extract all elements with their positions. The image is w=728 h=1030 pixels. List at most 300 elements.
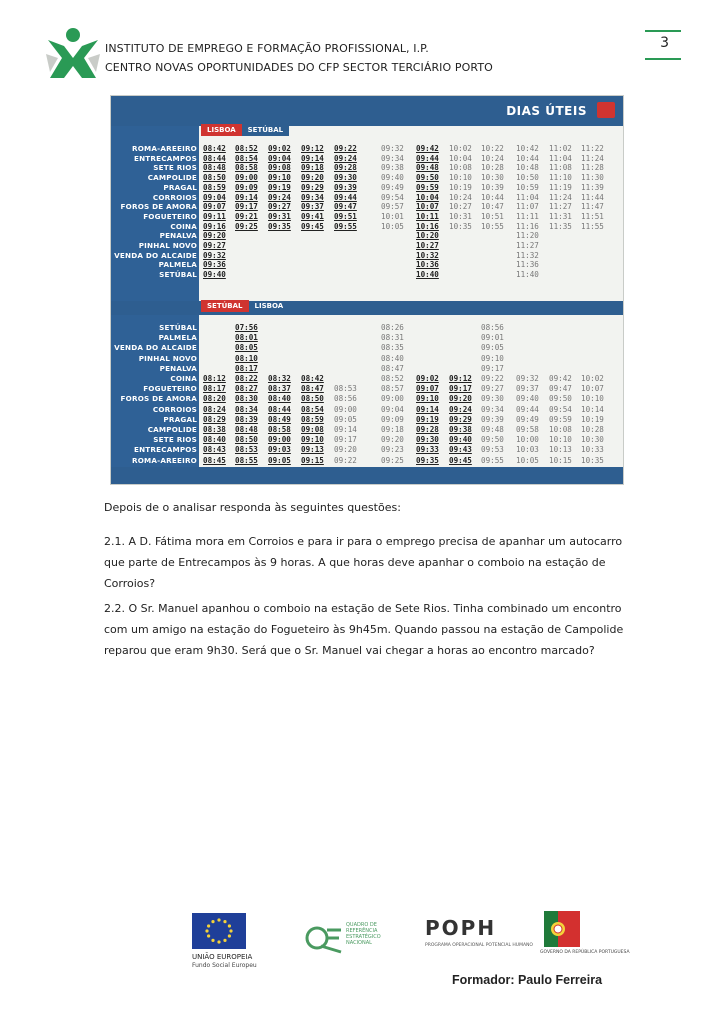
section2-departure-time: 09:17 [481, 363, 504, 373]
section1-departure-time: 09:40 [381, 173, 404, 183]
section1-departure-time: 09:14 [301, 153, 324, 163]
section2-station-label: FOROS DE AMORA [120, 394, 197, 404]
section2-departure-time: 09:03 [268, 445, 291, 455]
section1-departure-time: 09:11 [203, 211, 226, 221]
section2-departure-time: 08:35 [381, 343, 404, 353]
section1-departure-time: 09:09 [235, 182, 258, 192]
section1-departure-time: 09:29 [301, 182, 324, 192]
section1-departure-time: 11:02 [549, 144, 572, 153]
section1-departure-time: 09:32 [381, 144, 404, 153]
section1-departure-time: 10:01 [381, 211, 404, 221]
section2-departure-time: 08:38 [203, 425, 226, 434]
section1-departure-time: 11:31 [549, 211, 572, 221]
section1-from: LISBOA [201, 124, 242, 136]
section2-departure-time: 09:28 [416, 425, 439, 434]
section2-station-label: PINHAL NOVO [138, 353, 197, 363]
section2-departure-time: 08:47 [301, 384, 324, 394]
section2-departure-time: 10:00 [516, 435, 539, 445]
section2-departure-time: 08:59 [301, 414, 324, 424]
section1-departure-time: 09:57 [381, 202, 404, 212]
eu-fund-label: Fundo Social Europeu [192, 962, 257, 969]
section2-departure-time: 08:48 [235, 425, 258, 434]
section2-departure-time: 07:56 [235, 323, 258, 332]
section2-station-label: SETÚBAL [159, 323, 197, 332]
eu-label: UNIÃO EUROPEIA [192, 953, 253, 961]
section2-departure-time: 09:20 [449, 394, 472, 404]
section1-departure-time: 09:55 [334, 221, 357, 231]
section2-departure-time: 08:32 [268, 374, 291, 383]
section1-departure-time: 11:10 [549, 173, 572, 183]
section2-departure-time: 08:40 [381, 353, 404, 363]
section2-departure-time: 08:34 [235, 404, 258, 414]
section1-route [201, 124, 289, 136]
section1-departure-time: 10:11 [416, 211, 439, 221]
section2-departure-time: 10:10 [549, 435, 572, 445]
section1-departure-time: 10:22 [481, 144, 504, 153]
section2-departure-time: 09:32 [516, 374, 539, 383]
section2-departure-time: 08:53 [334, 384, 357, 394]
section1-station-label: SETÚBAL [159, 270, 197, 280]
train-icon [597, 102, 615, 118]
section1-departure-time: 08:48 [203, 163, 226, 173]
section-divider-bar [111, 301, 623, 315]
section2-departure-time: 08:52 [381, 374, 404, 383]
section1-departure-time: 11:27 [549, 202, 572, 212]
section2-departure-time: 09:10 [301, 435, 324, 445]
section1-departure-time: 10:24 [449, 192, 472, 202]
section2-departure-time: 09:48 [481, 425, 504, 434]
section2-departure-time: 10:13 [549, 445, 572, 455]
section2-departure-time: 08:55 [235, 455, 258, 465]
section2-departure-time: 08:27 [235, 384, 258, 394]
timetable-footer-bar [111, 467, 623, 484]
section1-departure-time: 11:24 [549, 192, 572, 202]
section2-departure-time: 09:08 [301, 425, 324, 434]
section1-departure-time: 09:42 [416, 144, 439, 153]
section2-departure-time: 08:31 [381, 333, 404, 343]
section2-departure-time: 09:50 [549, 394, 572, 404]
section2-departure-time: 09:47 [549, 384, 572, 394]
section1-departure-time: 10:02 [449, 144, 472, 153]
section1-departure-time: 11:16 [516, 221, 539, 231]
section1-departure-time: 09:49 [381, 182, 404, 192]
section2-departure-time: 09:17 [334, 435, 357, 445]
section2-departure-time: 10:19 [581, 414, 604, 424]
section1-to: SETÚBAL [242, 124, 290, 136]
section2-departure-time: 08:50 [235, 435, 258, 445]
section2-departure-time: 08:29 [203, 414, 226, 424]
section1-departure-time: 09:34 [301, 192, 324, 202]
section1-departure-time: 09:19 [268, 182, 291, 192]
section2-departure-time: 09:24 [449, 404, 472, 414]
section1-departure-time: 09:16 [203, 221, 226, 231]
question-2-2: 2.2. O Sr. Manuel apanhou o comboio na estação de Sete Rios. Tinha combinado um encontro com um amigo na estação do Fogueteiro às 9h45m. Quando passou na estação de Campolide reparou que eram 9h30. Será que o Sr. Manuel vai chegar a horas ao encontro marcado? [104, 602, 624, 657]
section1-departure-time: 09:41 [301, 211, 324, 221]
section1-departure-time: 08:50 [203, 173, 226, 183]
section2-departure-time: 08:37 [268, 384, 291, 394]
section2-departure-time: 09:44 [516, 404, 539, 414]
section1-departure-time: 09:24 [268, 192, 291, 202]
section2-departure-time: 08:54 [301, 404, 324, 414]
iefp-logo-icon [44, 24, 102, 80]
section1-station-label: PENALVA [159, 231, 197, 241]
section2-departure-time: 09:43 [449, 445, 472, 455]
section1-departure-time: 09:02 [268, 144, 291, 153]
section1-departure-time: 10:51 [481, 211, 504, 221]
section2-departure-time: 10:02 [581, 374, 604, 383]
section2-departure-time: 09:53 [481, 445, 504, 455]
section1-departure-time: 09:04 [268, 153, 291, 163]
section1-departure-time: 09:36 [203, 260, 226, 270]
section2-departure-time: 09:37 [516, 384, 539, 394]
section2-departure-time: 08:10 [235, 353, 258, 363]
section2-departure-time: 09:20 [381, 435, 404, 445]
section2-departure-time: 08:40 [203, 435, 226, 445]
section1-departure-time: 09:54 [381, 192, 404, 202]
section1-departure-time: 11:35 [549, 221, 572, 231]
section1-departure-time: 09:48 [416, 163, 439, 173]
section2-departure-time: 09:15 [301, 455, 324, 465]
section2-station-label: VENDA DO ALCAIDE [114, 343, 197, 353]
section2-departure-time: 08:17 [203, 384, 226, 394]
section2-departure-time: 09:59 [549, 414, 572, 424]
section2-departure-time: 09:50 [481, 435, 504, 445]
section1-departure-time: 09:27 [268, 202, 291, 212]
section1-departure-time: 09:34 [381, 153, 404, 163]
section2-departure-time: 10:10 [581, 394, 604, 404]
qren-logo-icon [305, 922, 343, 954]
section1-departure-time: 09:18 [301, 163, 324, 173]
section1-departure-time: 11:11 [516, 211, 539, 221]
section1-departure-time: 09:10 [268, 173, 291, 183]
section1-departure-time: 09:21 [235, 211, 258, 221]
section1-departure-time: 11:27 [516, 241, 539, 250]
section1-departure-time: 09:30 [334, 173, 357, 183]
section2-departure-time: 08:39 [235, 414, 258, 424]
section2-departure-time: 09:05 [334, 414, 357, 424]
section2-station-label: PRAGAL [163, 414, 197, 424]
section2-departure-time: 08:56 [481, 323, 504, 332]
section2-departure-time: 09:29 [449, 414, 472, 424]
section1-departure-time: 10:28 [481, 163, 504, 173]
section2-departure-time: 10:08 [549, 425, 572, 434]
section2-departure-time: 09:17 [449, 384, 472, 394]
section1-departure-time: 09:38 [381, 163, 404, 173]
section2-departure-time: 09:02 [416, 374, 439, 383]
section2-station-label: PENALVA [159, 363, 197, 373]
section1-departure-time: 11:40 [516, 270, 539, 280]
section2-route [201, 300, 289, 312]
section1-departure-time: 10:47 [481, 202, 504, 212]
section1-departure-time: 10:32 [416, 250, 439, 260]
section2-departure-time: 08:56 [334, 394, 357, 404]
section1-departure-time: 11:22 [581, 144, 604, 153]
section2-departure-time: 09:25 [381, 455, 404, 465]
section1-departure-time: 11:04 [516, 192, 539, 202]
section1-departure-time: 08:42 [203, 144, 226, 153]
section2-departure-time: 09:35 [416, 455, 439, 465]
section2-departure-time: 09:30 [416, 435, 439, 445]
poph-logo: POPH [425, 916, 497, 940]
section2-departure-time: 10:30 [581, 435, 604, 445]
page-number: 3 [660, 35, 669, 51]
section2-to: LISBOA [254, 302, 284, 310]
section2-departure-time: 08:05 [235, 343, 258, 353]
section1-departure-time: 10:55 [481, 221, 504, 231]
section2-departure-time: 08:49 [268, 414, 291, 424]
section1-departure-time: 09:17 [235, 202, 258, 212]
section1-departure-time: 11:55 [581, 221, 604, 231]
section2-departure-time: 09:38 [449, 425, 472, 434]
section2-departure-time: 08:50 [301, 394, 324, 404]
section1-station-label: FOGUETEIRO [143, 211, 197, 221]
section2-departure-time: 09:13 [301, 445, 324, 455]
section2-station-label: ENTRECAMPOS [133, 445, 197, 455]
section2-departure-time: 08:45 [203, 455, 226, 465]
section1-departure-time: 09:44 [334, 192, 357, 202]
section1-departure-time: 11:39 [581, 182, 604, 192]
section1-departure-time: 10:35 [449, 221, 472, 231]
section2-departure-time: 09:33 [416, 445, 439, 455]
section2-departure-time: 09:45 [449, 455, 472, 465]
section1-departure-time: 11:28 [581, 163, 604, 173]
trainer-name: Formador: Paulo Ferreira [452, 973, 603, 987]
section1-departure-time: 09:47 [334, 202, 357, 212]
section2-departure-time: 09:23 [381, 445, 404, 455]
section1-departure-time: 09:07 [203, 202, 226, 212]
section1-station-label: ENTRECAMPOS [133, 153, 197, 163]
section1-departure-time: 08:58 [235, 163, 258, 173]
section1-station-label: CAMPOLIDE [147, 173, 197, 183]
section1-departure-time: 08:44 [203, 153, 226, 163]
section2-departure-time: 09:40 [449, 435, 472, 445]
section2-departure-time: 08:40 [268, 394, 291, 404]
section2-departure-time: 09:07 [416, 384, 439, 394]
section1-departure-time: 10:19 [449, 182, 472, 192]
section1-departure-time: 10:50 [516, 173, 539, 183]
section1-departure-time: 09:35 [268, 221, 291, 231]
section2-station-label: ROMA-AREEIRO [132, 455, 197, 465]
section1-departure-time: 10:36 [416, 260, 439, 270]
portugal-flag-icon [544, 911, 580, 947]
section1-station-label: SETE RIOS [153, 163, 197, 173]
section1-departure-time: 10:31 [449, 211, 472, 221]
section2-departure-time: 09:55 [481, 455, 504, 465]
section1-departure-time: 10:40 [416, 270, 439, 280]
section2-departure-time: 08:30 [235, 394, 258, 404]
section1-departure-time: 10:59 [516, 182, 539, 192]
section2-departure-time: 09:00 [334, 404, 357, 414]
section1-departure-time: 09:20 [203, 231, 226, 241]
section2-departure-time: 09:00 [268, 435, 291, 445]
section2-station-label: CAMPOLIDE [147, 425, 197, 434]
section2-departure-time: 09:54 [549, 404, 572, 414]
section2-departure-time: 10:33 [581, 445, 604, 455]
section1-departure-time: 09:28 [334, 163, 357, 173]
section2-departure-time: 08:57 [381, 384, 404, 394]
section1-departure-time: 11:20 [516, 231, 539, 241]
section2-departure-time: 09:58 [516, 425, 539, 434]
section2-departure-time: 09:04 [381, 404, 404, 414]
section1-departure-time: 11:04 [549, 153, 572, 163]
section2-departure-time: 10:07 [581, 384, 604, 394]
section1-departure-time: 10:27 [416, 241, 439, 250]
section2-departure-time: 09:05 [481, 343, 504, 353]
section1-departure-time: 10:10 [449, 173, 472, 183]
institute-name: INSTITUTO DE EMPREGO E FORMAÇÃO PROFISSIONAL, I.P. [105, 42, 429, 55]
section1-departure-time: 11:47 [581, 202, 604, 212]
section1-station-label: ROMA-AREEIRO [132, 144, 197, 153]
section2-departure-time: 09:22 [334, 455, 357, 465]
section2-departure-time: 10:03 [516, 445, 539, 455]
section2-departure-time: 09:05 [268, 455, 291, 465]
section1-departure-time: 10:20 [416, 231, 439, 241]
section1-departure-time: 09:37 [301, 202, 324, 212]
section2-departure-time: 08:26 [381, 323, 404, 332]
section2-departure-time: 09:20 [334, 445, 357, 455]
section1-departure-time: 10:05 [381, 221, 404, 231]
section1-departure-time: 09:40 [203, 270, 226, 280]
section2-departure-time: 08:17 [235, 363, 258, 373]
section2-departure-time: 09:49 [516, 414, 539, 424]
questions-intro: Depois de o analisar responda às seguintes questões: [104, 501, 401, 514]
section2-departure-time: 09:14 [416, 404, 439, 414]
section2-departure-time: 09:01 [481, 333, 504, 343]
section2-departure-time: 09:10 [416, 394, 439, 404]
poph-subtitle: PROGRAMA OPERACIONAL POTENCIAL HUMANO [425, 943, 533, 948]
section1-departure-time: 09:59 [416, 182, 439, 192]
section2-departure-time: 10:28 [581, 425, 604, 434]
section2-departure-time: 09:18 [381, 425, 404, 434]
section2-departure-time: 08:01 [235, 333, 258, 343]
section2-departure-time: 08:20 [203, 394, 226, 404]
section1-departure-time: 09:50 [416, 173, 439, 183]
section1-departure-time: 09:27 [203, 241, 226, 250]
section1-departure-time: 11:08 [549, 163, 572, 173]
section1-departure-time: 09:25 [235, 221, 258, 231]
section2-departure-time: 09:22 [481, 374, 504, 383]
section1-departure-time: 09:04 [203, 192, 226, 202]
section1-departure-time: 09:32 [203, 250, 226, 260]
section2-departure-time: 08:47 [381, 363, 404, 373]
section2-departure-time: 09:09 [381, 414, 404, 424]
section1-departure-time: 09:45 [301, 221, 324, 231]
section1-departure-time: 10:30 [481, 173, 504, 183]
section2-station-label: COINA [170, 374, 197, 383]
section1-departure-time: 11:24 [581, 153, 604, 163]
section2-station-label: CORROIOS [152, 404, 197, 414]
section1-station-label: PRAGAL [163, 182, 197, 192]
section1-departure-time: 10:04 [449, 153, 472, 163]
section2-departure-time: 09:19 [416, 414, 439, 424]
page-number-box [645, 30, 681, 60]
section2-departure-time: 09:34 [481, 404, 504, 414]
section2-from: SETÚBAL [201, 300, 249, 312]
section1-station-label: FOROS DE AMORA [120, 202, 197, 212]
section1-departure-time: 10:24 [481, 153, 504, 163]
section1-departure-time: 11:32 [516, 250, 539, 260]
section1-departure-time: 09:39 [334, 182, 357, 192]
section1-departure-time: 11:30 [581, 173, 604, 183]
section1-departure-time: 09:20 [301, 173, 324, 183]
section1-station-label: PALMELA [158, 260, 197, 270]
section1-station-label: VENDA DO ALCAIDE [114, 250, 197, 260]
section2-departure-time: 09:14 [334, 425, 357, 434]
section1-departure-time: 10:44 [481, 192, 504, 202]
section1-departure-time: 08:52 [235, 144, 258, 153]
section1-departure-time: 09:08 [268, 163, 291, 173]
section2-departure-time: 09:12 [449, 374, 472, 383]
section1-departure-time: 10:08 [449, 163, 472, 173]
section1-station-label: PINHAL NOVO [138, 241, 197, 250]
section1-departure-time: 09:14 [235, 192, 258, 202]
section2-departure-time: 08:22 [235, 374, 258, 383]
section2-departure-time: 08:42 [301, 374, 324, 383]
section2-departure-time: 09:10 [481, 353, 504, 363]
section2-departure-time: 08:43 [203, 445, 226, 455]
qren-label: QUADRO DE REFERÊNCIA ESTRATÉGICO NACIONAL [346, 922, 381, 946]
section1-departure-time: 10:04 [416, 192, 439, 202]
section1-departure-time: 10:48 [516, 163, 539, 173]
section1-departure-time: 08:59 [203, 182, 226, 192]
section1-station-label: CORROIOS [152, 192, 197, 202]
section2-departure-time: 08:44 [268, 404, 291, 414]
section2-station-label: FOGUETEIRO [143, 384, 197, 394]
section2-departure-time: 09:42 [549, 374, 572, 383]
section2-departure-time: 08:12 [203, 374, 226, 383]
section1-departure-time: 09:00 [235, 173, 258, 183]
section1-departure-time: 10:42 [516, 144, 539, 153]
section2-departure-time: 09:27 [481, 384, 504, 394]
section2-departure-time: 10:05 [516, 455, 539, 465]
section2-departure-time: 08:58 [268, 425, 291, 434]
section1-departure-time: 09:44 [416, 153, 439, 163]
section1-departure-time: 09:12 [301, 144, 324, 153]
section2-station-label: SETE RIOS [153, 435, 197, 445]
section1-departure-time: 10:39 [481, 182, 504, 192]
section1-departure-time: 10:07 [416, 202, 439, 212]
section2-departure-time: 10:35 [581, 455, 604, 465]
centre-name: CENTRO NOVAS OPORTUNIDADES DO CFP SECTOR TERCIÁRIO PORTO [105, 61, 493, 74]
section1-departure-time: 09:22 [334, 144, 357, 153]
section1-departure-time: 09:31 [268, 211, 291, 221]
section1-station-label: COINA [170, 221, 197, 231]
section1-departure-time: 08:54 [235, 153, 258, 163]
section1-departure-time: 11:44 [581, 192, 604, 202]
section1-departure-time: 11:36 [516, 260, 539, 270]
question-2-1: 2.1. A D. Fátima mora em Corroios e para ir para o emprego precisa de apanhar um autocarro que parte de Entrecampos às 9 horas. A que horas deve apanhar o comboio na estação de Corroios? [104, 535, 623, 590]
section2-departure-time: 09:30 [481, 394, 504, 404]
section2-departure-time: 10:14 [581, 404, 604, 414]
section1-departure-time: 10:16 [416, 221, 439, 231]
section1-departure-time: 09:51 [334, 211, 357, 221]
government-label: GOVERNO DA REPÚBLICA PORTUGUESA [540, 950, 630, 955]
section2-departure-time: 09:40 [516, 394, 539, 404]
section1-departure-time: 11:51 [581, 211, 604, 221]
section2-departure-time: 10:15 [549, 455, 572, 465]
section2-departure-time: 08:24 [203, 404, 226, 414]
section2-departure-time: 09:39 [481, 414, 504, 424]
section2-station-label: PALMELA [158, 333, 197, 343]
section2-departure-time: 09:00 [381, 394, 404, 404]
section2-departure-time: 08:53 [235, 445, 258, 455]
section1-departure-time: 10:44 [516, 153, 539, 163]
eu-flag-icon [192, 913, 246, 949]
timetable-title: DIAS ÚTEIS [506, 104, 587, 118]
section1-departure-time: 10:27 [449, 202, 472, 212]
section1-departure-time: 11:07 [516, 202, 539, 212]
train-timetable [110, 95, 624, 485]
